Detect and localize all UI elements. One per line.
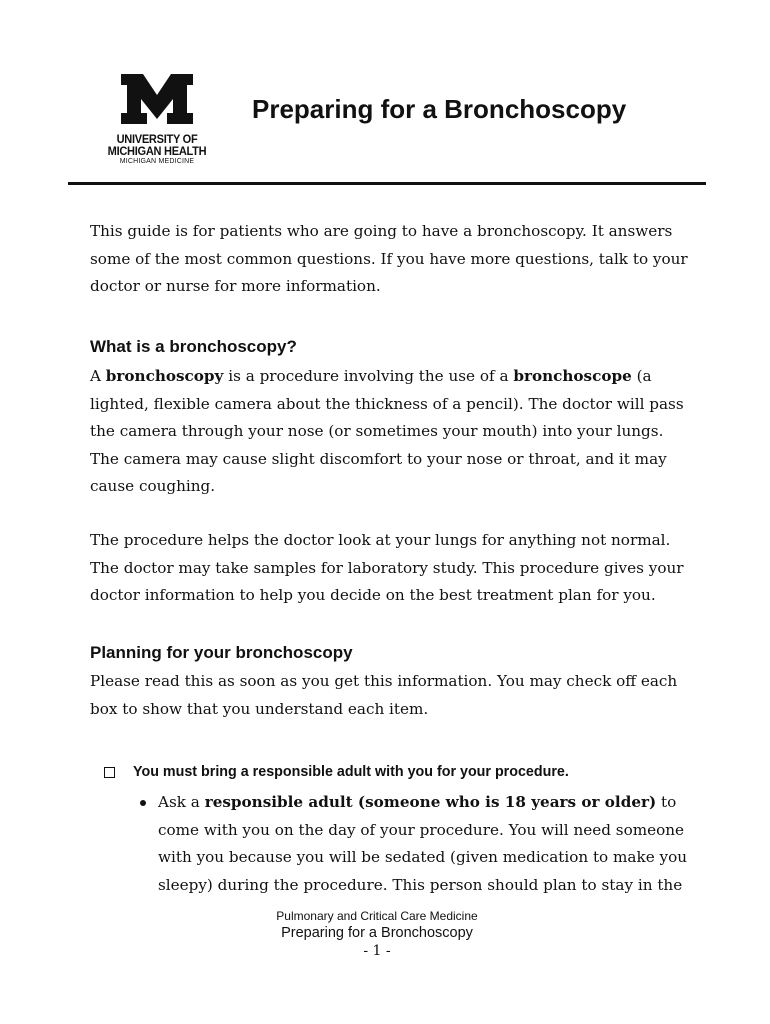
planning-paragraph: Please read this as soon as you get this information. You may check off each box to show that you understand each item.	[90, 672, 678, 718]
responsible-adult-emphasis: responsible adult (someone who is 18 years or older)	[204, 793, 657, 811]
term-bronchoscopy: bronchoscopy	[105, 367, 224, 385]
checkbox[interactable]	[104, 767, 115, 778]
page-footer	[0, 908, 770, 960]
page-number: - 1 -	[363, 943, 391, 959]
intro-paragraph: This guide is for patients who are going to have a bronchoscopy. It answers some of the most common questions. If you have more questions, talk to your doctor or nurse for more information.	[90, 222, 688, 295]
section-heading-planning: Planning for your bronchoscopy	[90, 643, 353, 662]
footer-department: Pulmonary and Critical Care Medicine	[276, 909, 478, 923]
logo-text-line2: MICHIGAN HEALTH	[107, 144, 207, 158]
logo-text-line1: UNIVERSITY OF	[116, 132, 198, 146]
logo-text-line3: MICHIGAN MEDICINE	[119, 158, 195, 164]
definition-paragraph: A bronchoscopy is a procedure involving the use of a bronchoscope (a lighted, flexible camera about the thickness of a pencil). The doctor will pass the camera through your nose (or sometimes your mouth) into your lungs. The camera may cause slight discomfort to your nose or throat, and it may cause coughing.	[90, 367, 684, 495]
section-heading-what-is: What is a bronchoscopy?	[90, 337, 297, 356]
term-bronchoscope: bronchoscope	[513, 367, 632, 385]
purpose-paragraph: The procedure helps the doctor look at your lungs for anything not normal. The doctor may take samples for laboratory study. This procedure gives your doctor information to help you decide on the best treatment plan for you.	[90, 531, 684, 604]
bullet-text: Ask a responsible adult (someone who is 18 years or older) to come with you on the day of your procedure. You will need someone with you because you will be sedated (given medication to make you sleepy) during the procedure. This person should plan to stay in the	[158, 793, 688, 894]
page-title: Preparing for a Bronchoscopy	[252, 94, 627, 124]
checklist-item-label: You must bring a responsible adult with you for your procedure.	[133, 764, 569, 780]
block-m-icon	[121, 74, 193, 124]
checklist-item	[104, 764, 569, 780]
header-divider	[68, 182, 706, 185]
list-item	[136, 789, 696, 899]
university-logo	[100, 74, 214, 170]
footer-doc-title: Preparing for a Bronchoscopy	[281, 925, 473, 941]
bullet-icon	[140, 800, 146, 806]
